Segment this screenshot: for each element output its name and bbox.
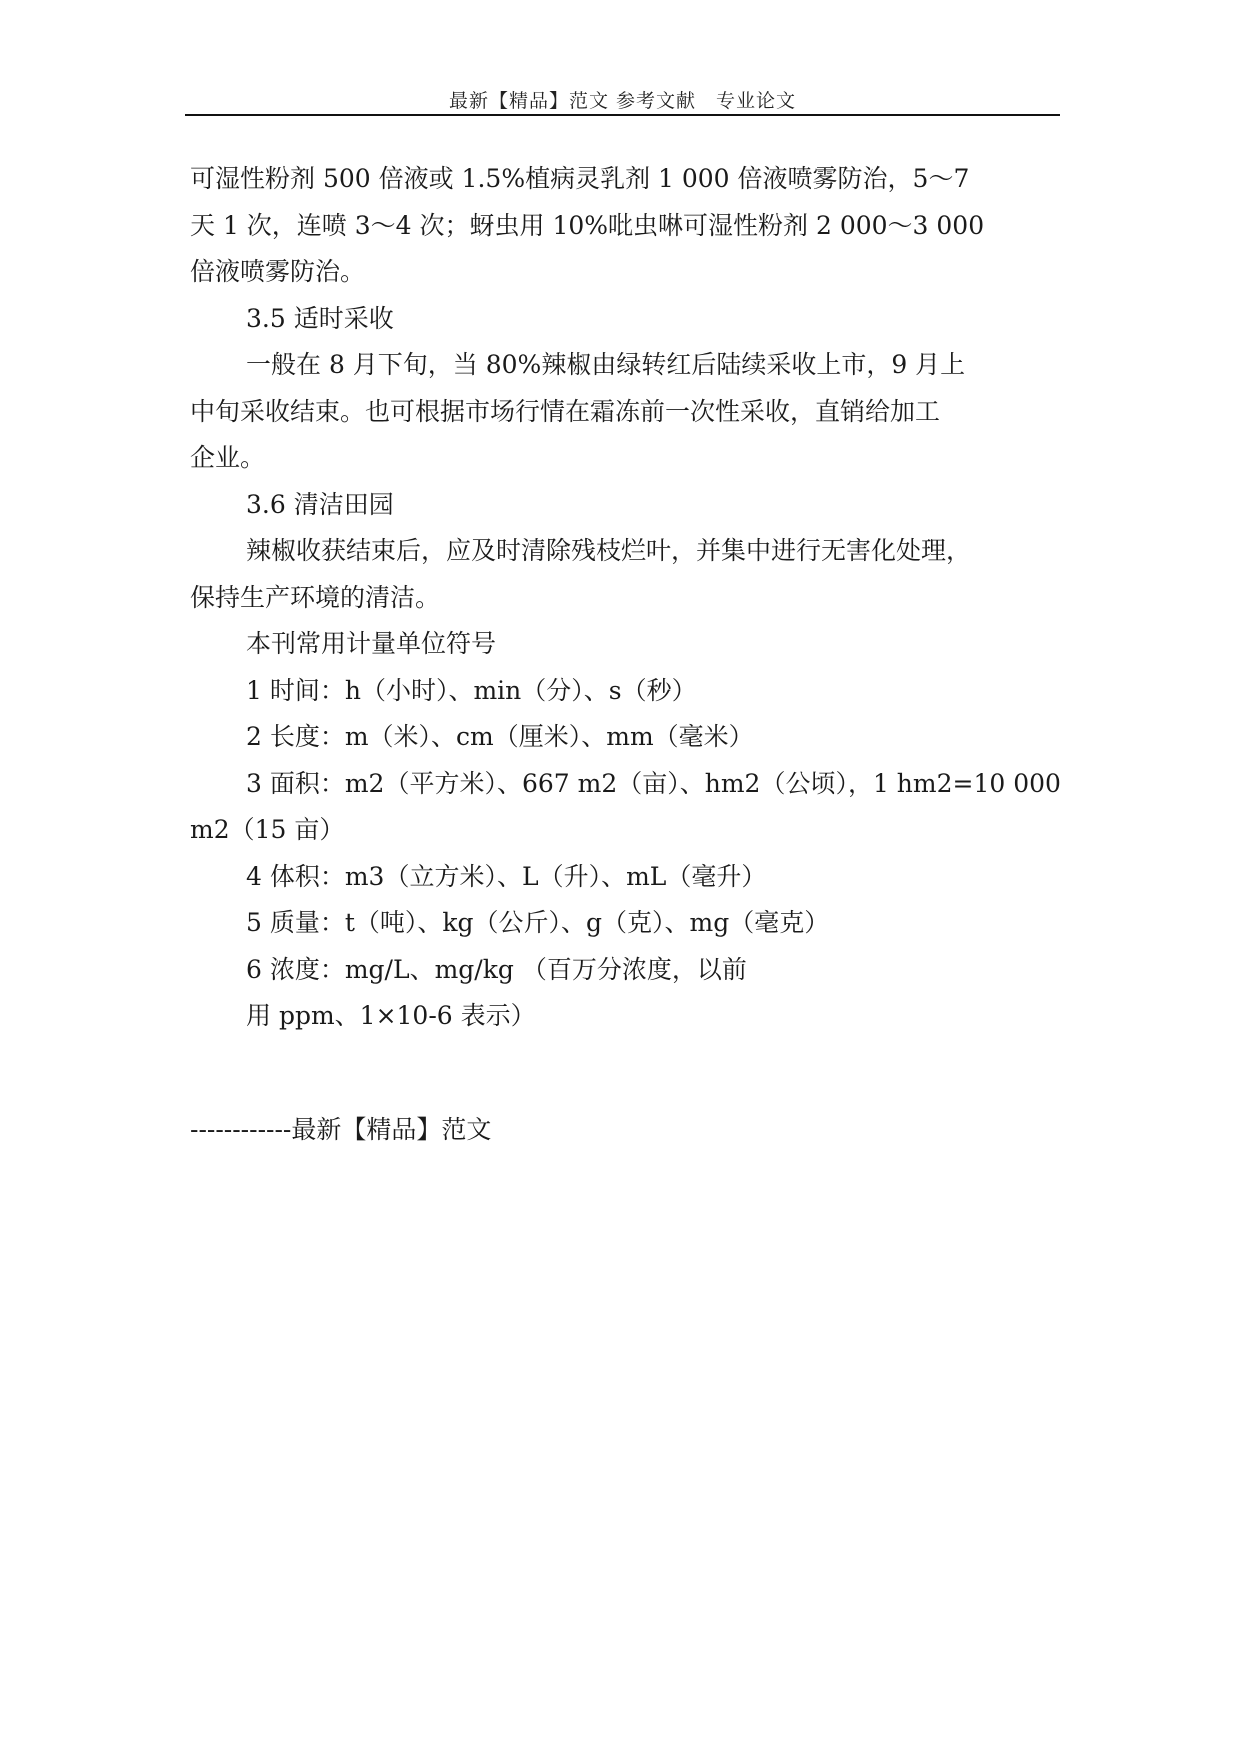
- body-line: 中旬采收结束。也可根据市场行情在霜冻前一次性采收，直销给加工: [190, 396, 941, 426]
- section-heading-cleanup: 3.6 清洁田园: [246, 489, 394, 519]
- unit-item-time: 1 时间：h（小时）、min（分）、s（秒）: [246, 675, 697, 705]
- body-line: 倍液喷雾防治。: [190, 257, 366, 286]
- section-heading-harvest: 3.5 适时采收: [246, 303, 394, 333]
- unit-item-area-cont: m2（15 亩）: [190, 815, 345, 844]
- footer-note: ------------最新【精品】范文: [190, 1115, 492, 1144]
- header-divider: [185, 114, 1060, 116]
- body-line: 保持生产环境的清洁。: [190, 582, 441, 612]
- body-line: 一般在 8 月下旬，当 80%辣椒由绿转红后陆续采收上市，9 月上: [246, 350, 966, 379]
- body-line: 可湿性粉剂 500 倍液或 1.5%植病灵乳剂 1 000 倍液喷雾防治，5～7: [190, 164, 970, 193]
- unit-item-length: 2 长度：m（米）、cm（厘米）、mm（毫米）: [246, 722, 754, 751]
- unit-item-mass: 5 质量：t（吨）、kg（公斤）、g（克）、mg（毫克）: [246, 908, 830, 937]
- unit-item-area: 3 面积：m2（平方米）、667 m2（亩）、hm2（公顷），1 hm2=10 000: [246, 768, 1061, 798]
- body-line: 企业。: [190, 443, 266, 472]
- unit-item-concentration: 6 浓度：mg/L、mg/kg （百万分浓度，以前: [246, 954, 747, 984]
- unit-item-volume: 4 体积：m3（立方米）、L（升）、mL（毫升）: [246, 861, 767, 891]
- units-heading: 本刊常用计量单位符号: [246, 629, 497, 658]
- page-header: 最新【精品】范文 参考文献 专业论文: [448, 90, 797, 112]
- body-line: 天 1 次，连喷 3～4 次；蚜虫用 10%吡虫啉可湿性粉剂 2 000～3 000: [190, 210, 985, 240]
- unit-item-concentration-cont: 用 ppm、1×10-6 表示）: [246, 1001, 536, 1030]
- body-line: 辣椒收获结束后，应及时清除残枝烂叶，并集中进行无害化处理，: [246, 536, 972, 565]
- document-body: [190, 156, 1070, 1040]
